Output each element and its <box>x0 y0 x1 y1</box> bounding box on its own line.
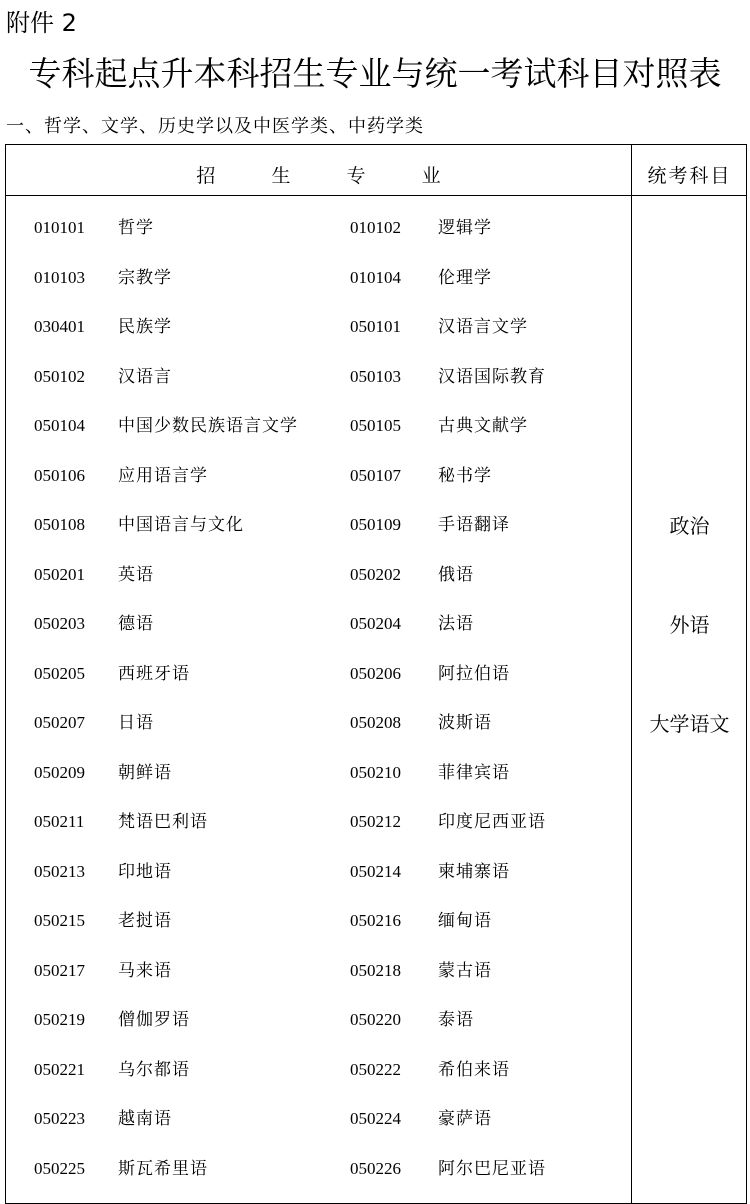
major-code: 050226 <box>350 1158 401 1178</box>
major-name: 中国语言与文化 <box>118 515 244 535</box>
major-name: 俄语 <box>438 564 474 585</box>
major-code: 050209 <box>34 762 85 782</box>
major-name: 印度尼西亚语 <box>438 812 546 832</box>
major-code: 050214 <box>350 861 401 881</box>
major-code: 050222 <box>350 1059 401 1079</box>
major-name: 泰语 <box>438 1010 474 1030</box>
header-divider <box>6 195 746 196</box>
major-code: 050203 <box>34 614 85 633</box>
major-name: 汉语国际教育 <box>438 366 546 387</box>
major-code: 050108 <box>34 515 85 534</box>
major-name: 斯瓦希里语 <box>118 1158 208 1179</box>
header-subjects: 统考科目 <box>647 165 732 187</box>
subject-foreign-language: 外语 <box>669 613 710 637</box>
major-name: 伦理学 <box>438 267 492 288</box>
table-row <box>6 1055 631 1085</box>
major-name: 逻辑学 <box>438 218 492 238</box>
major-code: 050208 <box>350 713 401 732</box>
subject-politics: 政治 <box>669 514 710 538</box>
major-code: 050101 <box>350 317 401 336</box>
table-row <box>6 807 631 837</box>
major-code: 050205 <box>34 663 85 683</box>
table-row <box>6 1005 631 1035</box>
major-name: 马来语 <box>118 960 172 981</box>
major-name: 印地语 <box>118 861 172 882</box>
column-divider <box>631 145 632 1203</box>
table-row <box>6 213 631 243</box>
major-code: 050224 <box>350 1109 401 1128</box>
major-code: 050220 <box>350 1010 401 1029</box>
major-name: 民族学 <box>118 317 172 337</box>
table-row <box>6 857 631 887</box>
major-name: 宗教学 <box>118 267 172 288</box>
major-name: 缅甸语 <box>438 911 492 931</box>
major-name: 菲律宾语 <box>438 762 510 783</box>
major-name: 法语 <box>438 614 474 634</box>
header-majors <box>6 145 631 195</box>
table-row <box>6 560 631 590</box>
table-row <box>6 461 631 491</box>
major-code: 050211 <box>34 812 85 831</box>
subject-college-chinese: 大学语文 <box>649 712 730 736</box>
major-name: 希伯来语 <box>438 1059 510 1080</box>
table-row <box>6 659 631 689</box>
table-row <box>6 510 631 540</box>
major-name: 秘书学 <box>438 465 492 486</box>
table-row <box>6 758 631 788</box>
page-title: 专科起点升本科招生专业与统一考试科目对照表 <box>28 54 722 93</box>
major-code: 050106 <box>34 465 85 485</box>
major-code: 050202 <box>350 564 401 584</box>
major-name: 波斯语 <box>438 713 492 733</box>
major-code: 050109 <box>350 515 401 534</box>
major-code: 050210 <box>350 762 401 782</box>
major-code: 050103 <box>350 366 401 386</box>
major-name: 蒙古语 <box>438 960 492 981</box>
major-code: 010102 <box>350 218 401 237</box>
section-heading: 一、哲学、文学、历史学以及中医学类、中药学类 <box>6 116 424 137</box>
major-name: 中国少数民族语言文学 <box>118 416 298 436</box>
major-code: 050207 <box>34 713 85 732</box>
major-name: 阿尔巴尼亚语 <box>438 1158 546 1179</box>
header-major-char: 招 <box>196 165 216 187</box>
major-name: 老挝语 <box>118 911 172 931</box>
table-row <box>6 411 631 441</box>
major-name: 越南语 <box>118 1109 172 1129</box>
major-code: 050225 <box>34 1158 85 1178</box>
major-code: 050221 <box>34 1059 85 1079</box>
major-code: 050218 <box>350 960 401 980</box>
major-code: 050102 <box>34 366 85 386</box>
major-code: 050201 <box>34 564 85 584</box>
header-major-char: 业 <box>421 165 441 187</box>
major-code: 050206 <box>350 663 401 683</box>
table-row <box>6 263 631 293</box>
major-name: 豪萨语 <box>438 1109 492 1129</box>
major-code: 050204 <box>350 614 401 633</box>
major-code: 010101 <box>34 218 85 237</box>
major-name: 阿拉伯语 <box>438 663 510 684</box>
major-name: 英语 <box>118 564 154 585</box>
major-code: 050223 <box>34 1109 85 1128</box>
attachment-label: 附件 2 <box>6 9 77 37</box>
table-row <box>6 906 631 936</box>
major-name: 梵语巴利语 <box>118 812 208 832</box>
header-major-char: 生 <box>271 165 291 187</box>
major-code: 050107 <box>350 465 401 485</box>
table-row <box>6 609 631 639</box>
major-name: 汉语言 <box>118 366 172 387</box>
major-name: 德语 <box>118 614 154 634</box>
major-name: 手语翻译 <box>438 515 510 535</box>
major-name: 西班牙语 <box>118 663 190 684</box>
major-code: 010103 <box>34 267 85 287</box>
table-row <box>6 1154 631 1184</box>
major-name: 柬埔寨语 <box>438 861 510 882</box>
major-name: 朝鲜语 <box>118 762 172 783</box>
major-code: 050104 <box>34 416 85 435</box>
majors-table <box>5 144 747 1204</box>
major-code: 050213 <box>34 861 85 881</box>
major-name: 哲学 <box>118 218 154 238</box>
major-code: 050219 <box>34 1010 85 1029</box>
major-code: 050217 <box>34 960 85 980</box>
major-code: 030401 <box>34 317 85 336</box>
table-row <box>6 362 631 392</box>
major-name: 应用语言学 <box>118 465 208 486</box>
major-code: 010104 <box>350 267 401 287</box>
header-major-char: 专 <box>346 165 366 187</box>
table-row <box>6 708 631 738</box>
table-row <box>6 1104 631 1134</box>
major-name: 汉语言文学 <box>438 317 528 337</box>
table-row <box>6 312 631 342</box>
major-name: 日语 <box>118 713 154 733</box>
major-code: 050216 <box>350 911 401 930</box>
major-name: 古典文献学 <box>438 416 528 436</box>
major-name: 僧伽罗语 <box>118 1010 190 1030</box>
major-code: 050105 <box>350 416 401 435</box>
major-name: 乌尔都语 <box>118 1059 190 1080</box>
table-row <box>6 956 631 986</box>
major-code: 050212 <box>350 812 401 831</box>
major-code: 050215 <box>34 911 85 930</box>
